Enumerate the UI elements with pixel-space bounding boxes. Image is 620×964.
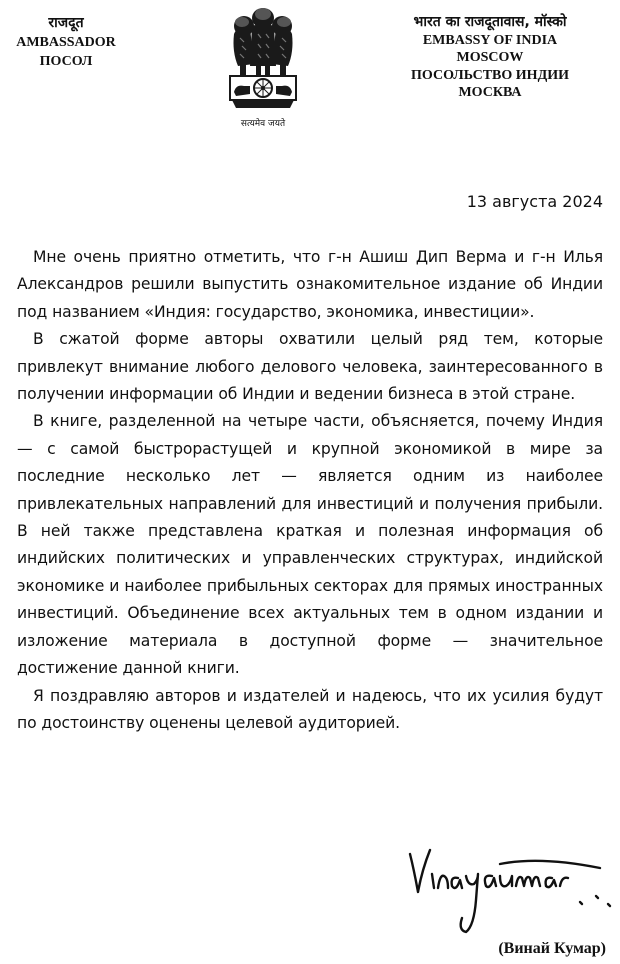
emblem-motto: सत्यमेव जयते: [240, 119, 286, 129]
letter-body: [17, 244, 603, 737]
letter-paragraph: В книге, разделенной на четыре части, объясняется, почему Индия — с самой быстрорастущей и крупной экономикой в мире за последние несколько лет — является одним из наиболее привлекательных направлений для инвестиций и получения прибыли. В ней также представлена краткая и полезная информация об индийских политических и управленческих структурах, индийской экономике и наиболее прибыльных секторах для прямых иностранных инвестиций. Объединение всех актуальных тем в одном издании и изложение материала в доступной форме — значительное достижение данной книги.: [17, 412, 603, 678]
embassy-title-line2: MOSCOW: [456, 50, 524, 65]
ambassador-title-hindi: राजदूत: [48, 15, 84, 31]
letter-paragraph: Я поздравляю авторов и издателей и надеюсь, что их усилия будут по достоинству оценены целевой аудиторией.: [17, 686, 603, 732]
embassy-title-line4: МОСКВА: [458, 85, 522, 100]
embassy-title-line3: ПОСОЛЬСТВО ИНДИИ: [411, 67, 569, 83]
ambassador-title-english: AMBASSADOR: [16, 35, 116, 50]
handwritten-signature: [400, 840, 615, 940]
signatory-name: (Винай Кумар): [498, 940, 606, 957]
embassy-title-hindi: भारत का राजदूतावास, मॉस्को: [413, 14, 567, 30]
letter-paragraph: Мне очень приятно отметить, что г-н Ашиш Дип Верма и г-н Илья Александров решили выпустить ознакомительное издание об Индии под названием «Индия: государство, экономика, инвестиции».: [17, 248, 603, 321]
letter-paragraph: В сжатой форме авторы охватили целый ряд тем, которые привлекут внимание любого делового человека, заинтересованного в получении информации об Индии и ведении бизнеса в этой стране.: [17, 330, 603, 404]
letter-date: 13 августа 2024: [466, 192, 603, 211]
embassy-title-block: [370, 14, 610, 102]
ambassador-title-block: [0, 14, 132, 71]
ambassador-title-russian: ПОСОЛ: [39, 54, 93, 69]
national-emblem-icon: [220, 4, 306, 128]
embassy-title-line1: EMBASSY OF INDIA: [422, 32, 558, 48]
